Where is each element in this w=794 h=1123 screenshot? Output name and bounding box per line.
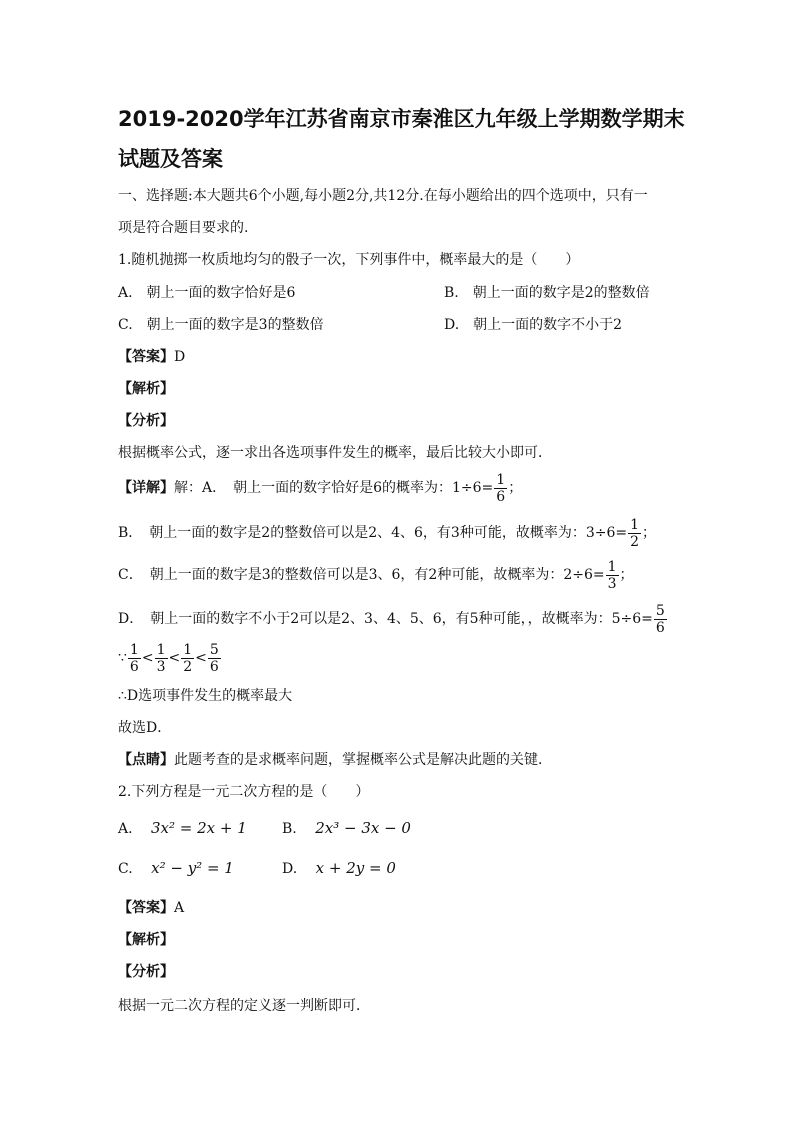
q2-answer-line [118,898,184,918]
q1-analysis: 根据概率公式，逐一求出各选项事件发生的概率，最后比较大小即可． [118,445,552,461]
q2-jiexi-tag: 【解析】 [118,932,174,948]
q2-option-b-label: B. [282,821,297,837]
detail-tag: 【详解】 [118,480,174,496]
less-than: < [195,650,207,666]
less-than: < [141,650,154,666]
q2-option-b [282,818,411,839]
q1-answer-line [118,347,185,367]
q2-option-d [282,858,396,879]
semicolon: ； [619,567,634,583]
answer-tag: 【答案】 [118,349,174,365]
q2-option-c [118,858,234,879]
compare-fraction-1-3: $\frac{1}{3}$ [156,641,166,675]
q1-answer-value: D [174,349,186,365]
q1-comparison [118,640,222,676]
q1-option-b: B. 朝上一面的数字是2的整数倍 [444,285,650,301]
q2-option-a-equation: 3x² = 2x + 1 [151,819,247,837]
document-title-line2: 试题及答案 [118,147,223,171]
q1-option-a: A. 朝上一面的数字恰好是6 [118,285,296,301]
section-instruction-line1: 一、选择题:本大题共6个小题,每小题2分,共12分.在每小题给出的四个选项中，只有一 [118,188,648,204]
dianjing-tag: 【点睛】 [118,752,174,768]
q2-answer-value: A [174,900,185,916]
q2-fenxi-tag: 【分析】 [118,964,174,980]
because-symbol: ∵ [118,650,127,666]
q1-detail-d [118,601,668,637]
q1-choose: 故选D． [118,720,172,736]
less-than: < [168,650,181,666]
semicolon: ； [642,525,657,541]
q1-jiexi-tag: 【解析】 [118,381,174,397]
q2-option-a [118,818,247,839]
fraction-1-2: $\frac{1}{2}$ [630,516,640,550]
q1-detail-b-text: B． 朝上一面的数字是2的整数倍可以是2、4、6，有3种可能，故概率为：3÷6= [118,525,628,541]
document-title-line1: 2019-2020学年江苏省南京市秦淮区九年级上学期数学期末 [118,107,685,131]
section-instruction-line2: 项是符合题目要求的. [118,220,249,236]
fraction-1-6: $\frac{1}{6}$ [496,471,506,505]
q1-detail-c [118,557,634,593]
q2-option-d-equation: x + 2y = 0 [315,859,396,877]
q2-option-d-label: D. [282,861,298,877]
q2-option-b-equation: 2x³ − 3x − 0 [315,819,411,837]
fraction-5-6: $\frac{5}{6}$ [655,602,665,636]
q1-detail-b [118,515,656,551]
q2-stem: 2.下列方程是一元二次方程的是（ ） [118,784,370,800]
semicolon: ； [508,480,523,496]
q1-dianjing [118,750,552,770]
q2-option-a-label: A. [118,821,133,837]
q1-detail-a [118,470,522,506]
q2-option-c-label: C. [118,861,133,877]
fraction-1-3: $\frac{1}{3}$ [607,558,617,592]
q1-fenxi-tag: 【分析】 [118,413,174,429]
q1-therefore: ∴D选项事件发生的概率最大 [118,688,293,704]
compare-fraction-5-6: $\frac{5}{6}$ [209,641,219,675]
q1-option-d: D. 朝上一面的数字不小于2 [444,317,623,333]
q1-detail-d-text: D． 朝上一面的数字不小于2可以是2、3、4、5、6，有5种可能，，故概率为：5÷6= [118,611,653,627]
q1-dianjing-text: 此题考查的是求概率问题，掌握概率公式是解决此题的关键． [174,752,552,768]
answer-tag: 【答案】 [118,900,174,916]
q1-detail-c-text: C． 朝上一面的数字是3的整数倍可以是3、6，有2种可能，故概率为：2÷6= [118,567,605,583]
q2-option-c-equation: x² − y² = 1 [151,859,234,877]
compare-fraction-1-6: $\frac{1}{6}$ [129,641,139,675]
q1-stem: 1.随机抛掷一枚质地均匀的骰子一次，下列事件中，概率最大的是（ ） [118,252,580,268]
compare-fraction-1-2: $\frac{1}{2}$ [183,641,193,675]
q1-detail-a-text: 解：A． 朝上一面的数字恰好是6的概率为：1÷6= [174,480,494,496]
q2-analysis: 根据一元二次方程的定义逐一判断即可． [118,998,370,1014]
q1-option-c: C. 朝上一面的数字是3的整数倍 [118,317,324,333]
